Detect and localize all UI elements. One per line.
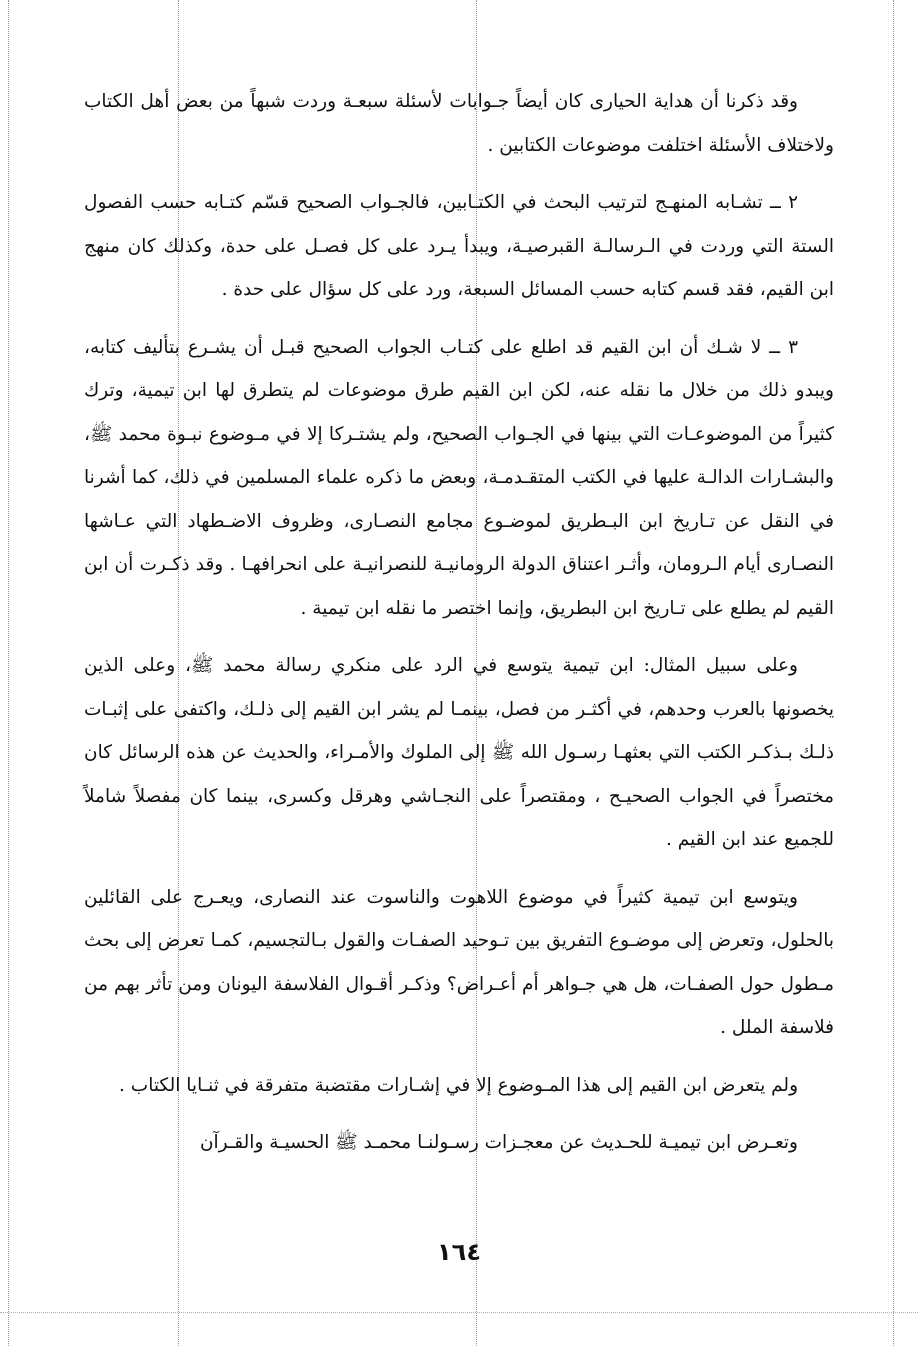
page-number: ١٦٤ [437,1238,481,1266]
paragraph-2: ٢ ــ تشـابه المنهـج لترتيب البحث في الكتـابين، فالجـواب الصحيح قسّم كتـابه حسب الفصول الستة التي وردت في الـرسالـة القبرصيـة، ويبدأ يـرد على كل فصـل على حدة، وكذلك كان منهج ابن القيم، فقد قسم كتابه حسب المسائل السبعة، ورد على كل سؤال على حدة . [84,192,834,300]
paragraph-3: ٣ ــ لا شـك أن ابن القيم قد اطلع على كتـاب الجواب الصحيح قبـل أن يشـرع بتأليف كتابه، ويبدو ذلك من خلال ما نقله عنه، لكن ابن القيم طرق موضوعات لم يتطرق لها ابن تيمية، وترك كثيراً من الموضوعـات التي بينها في الجـواب الصحيح، ولم يشتـركا إلا في مـوضوع نبـوة محمد ﷺ، والبشـارات الدالـة عليها في الكتب المتقـدمـة، وبعض ما ذكره علماء المسلمين في ذلك، كما أشرنا في النقل عن تـاريخ ابن البـطريق لموضـوع مجامع النصـارى، وظروف الاضـطهاد التي عـاشها النصـارى أيام الـرومان، وأثـر اعتناق الدولة الرومانيـة للنصرانيـة على انحرافهـا . وقد ذكـرت أن ابن القيم لم يطلع على تـاريخ ابن البطريق، وإنما اختصر ما نقله ابن تيمية . [84,336,834,619]
scan-guide-line [8,0,9,1346]
paragraph-1: وقد ذكرنا أن هداية الحيارى كان أيضاً جـوابات لأسئلة سبعـة وردت شبهاً من بعض أهل الكتاب ولاختلاف الأسئلة اختلفت موضوعات الكتابين . [84,91,834,156]
paragraph-6: ولم يتعرض ابن القيم إلى هذا المـوضوع إلا في إشـارات مقتضبة متفرقة في ثنـايا الكتاب . [119,1074,798,1096]
paragraph-5: ويتوسع ابن تيمية كثيراً في موضوع اللاهوت والناسوت عند النصارى، ويعـرج على القائلين بالحلول، وتعرض إلى موضـوع التفريق بين تـوحيد الصفـات والقول بـالتجسيم، كمـا تعرض إلى بحث مـطول حول الصفـات، هل هي جـواهر أم أعـراض؟ وذكـر أقـوال الفلاسفة اليونان ومن تأثر بهم من فلاسفة الملل . [84,886,834,1038]
scan-guide-line [0,1312,918,1313]
paragraph-4: وعلى سبيل المثال: ابن تيمية يتوسع في الرد على منكري رسالة محمد ﷺ، وعلى الذين يخصونها بالعرب وحدهم، في أكثـر من فصل، بينمـا لم يشر ابن القيم إلى ذلـك، واكتفى على إثبـات ذلـك بـذكـر الكتب التي بعثهـا رسـول الله ﷺ إلى الملوك والأمـراء، والحديث عن هذه الرسائل كان مختصراً في الجواب الصحيـح ، ومقتصراً على النجـاشي وهرقل وكسرى، بينما كان مفصلاً شاملاً للجميع عند ابن القيم . [84,655,834,850]
paragraph-7: وتعـرض ابن تيميـة للحـديث عن معجـزات رسـولنـا محمـد ﷺ الحسيـة والقـرآن [199,1132,798,1153]
document-page [84,80,834,1280]
scan-guide-line [893,0,894,1346]
